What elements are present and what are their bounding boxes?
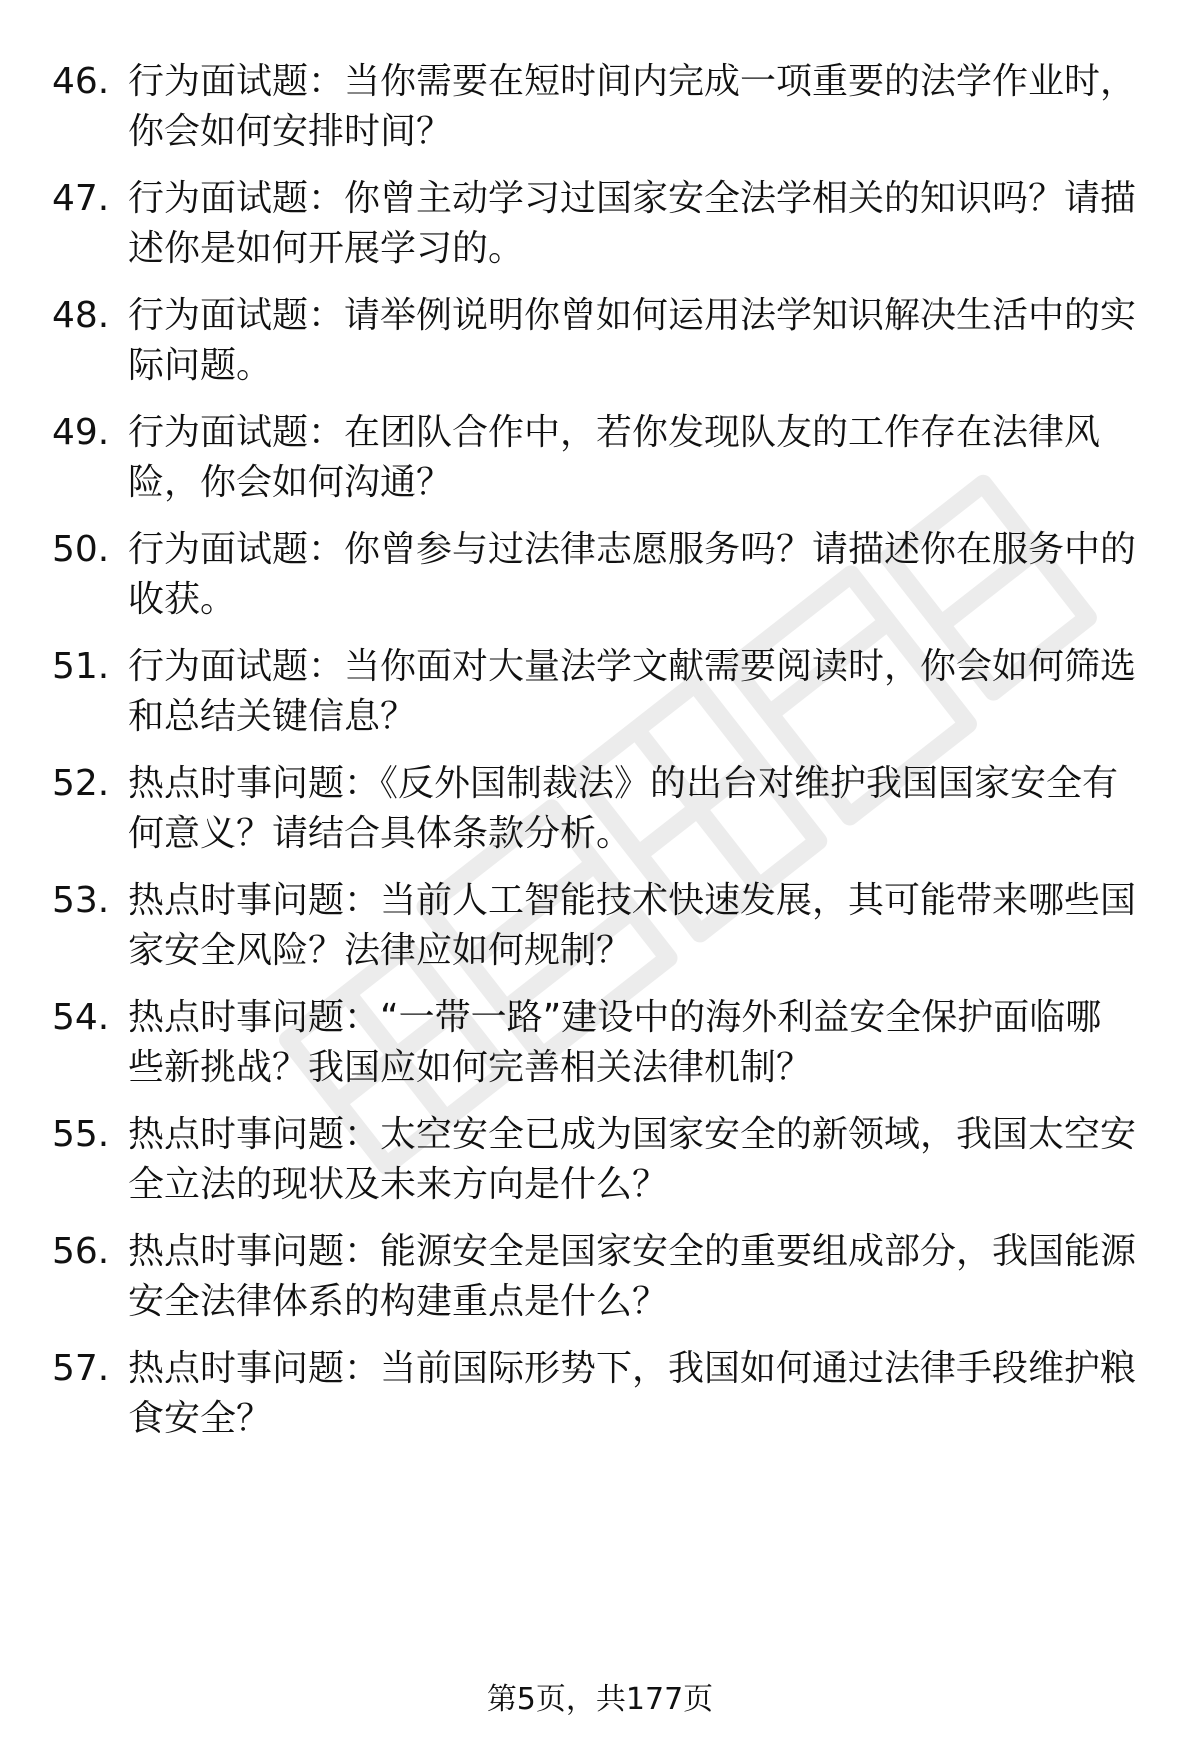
question-text-line-2: 和总结关键信息？ — [128, 696, 417, 737]
question-text-line-1: 热点时事问题：当前国际形势下，我国如何通过法律手段维护粮 — [128, 1348, 1137, 1389]
question-number: 55. — [52, 1114, 110, 1155]
question-number: 54. — [52, 997, 110, 1038]
page-number-label: 第5页，共177页 — [486, 1682, 714, 1717]
question-text-line-1: 热点时事问题：太空安全已成为国家安全的新领域，我国太空安 — [128, 1114, 1137, 1155]
question-number: 57. — [52, 1348, 110, 1389]
question-text-line-2: 述你是如何开展学习的。 — [128, 228, 525, 269]
question-text-line-2: 全立法的现状及未来方向是什么？ — [128, 1164, 669, 1205]
question-text-line-2: 家安全风险？法律应如何规制？ — [128, 930, 633, 971]
question-number: 46. — [52, 61, 110, 102]
question-text-line-2: 些新挑战？我国应如何完善相关法律机制？ — [128, 1047, 813, 1088]
question-text-line-1: 行为面试题：你曾主动学习过国家安全法学相关的知识吗？请描 — [128, 178, 1137, 219]
question-number: 51. — [52, 646, 110, 687]
question-text-line-1: 行为面试题：在团队合作中，若你发现队友的工作存在法律风 — [128, 412, 1101, 453]
question-text-line-1: 热点时事问题：《反外国制裁法》的出台对维护我国国家安全有 — [128, 763, 1119, 804]
question-text-line-1: 热点时事问题：当前人工智能技术快速发展，其可能带来哪些国 — [128, 880, 1137, 921]
question-number: 50. — [52, 529, 110, 570]
question-text-line-1: 行为面试题：当你面对大量法学文献需要阅读时，你会如何筛选 — [128, 646, 1137, 687]
question-text-line-2: 险，你会如何沟通？ — [128, 462, 453, 503]
question-text-line-1: 行为面试题：你曾参与过法律志愿服务吗？请描述你在服务中的 — [128, 529, 1137, 570]
question-number: 49. — [52, 412, 110, 453]
question-text-line-2: 你会如何安排时间？ — [128, 111, 453, 152]
question-text-line-1: 热点时事问题：“一带一路”建设中的海外利益安全保护面临哪 — [128, 997, 1102, 1038]
question-text-line-2: 食安全？ — [128, 1398, 273, 1439]
question-text-line-2: 收获。 — [128, 579, 237, 620]
question-number: 48. — [52, 295, 110, 336]
question-text-line-1: 行为面试题：请举例说明你曾如何运用法学知识解决生活中的实 — [128, 295, 1137, 336]
question-text-line-1: 热点时事问题：能源安全是国家安全的重要组成部分，我国能源 — [128, 1231, 1137, 1272]
question-text-line-2: 安全法律体系的构建重点是什么？ — [128, 1281, 669, 1322]
question-text-line-2: 际问题。 — [128, 345, 273, 386]
question-number: 53. — [52, 880, 110, 921]
question-text-line-2: 何意义？请结合具体条款分析。 — [128, 813, 633, 854]
question-number: 56. — [52, 1231, 110, 1272]
question-number: 47. — [52, 178, 110, 219]
page-footer — [0, 1680, 1200, 1720]
question-number: 52. — [52, 763, 110, 804]
question-text-line-1: 行为面试题：当你需要在短时间内完成一项重要的法学作业时， — [128, 61, 1137, 102]
